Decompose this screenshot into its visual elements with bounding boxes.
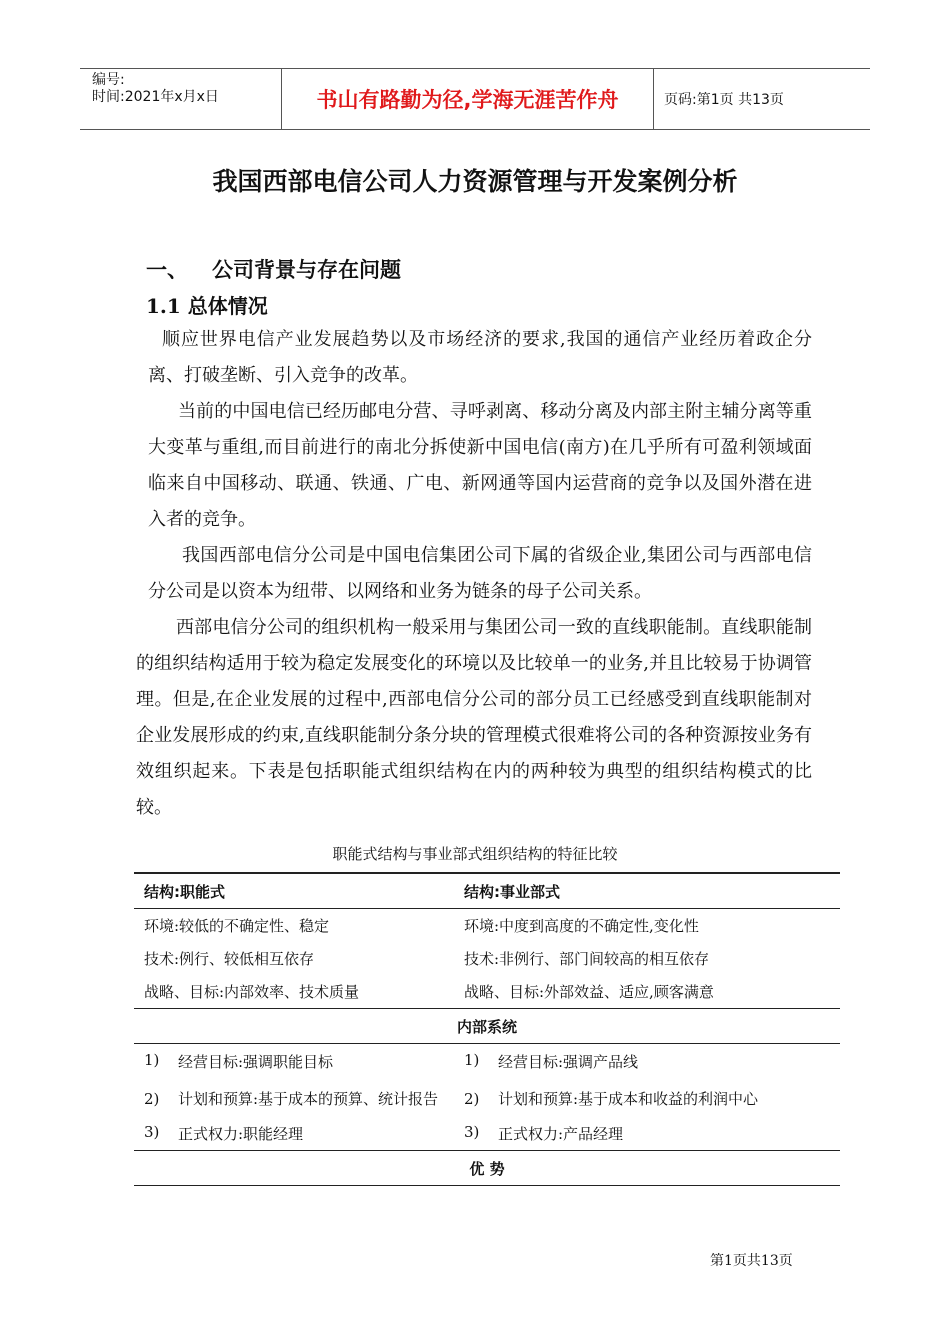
table-section-internal: 内部系统 bbox=[456, 1017, 517, 1036]
table-row bbox=[134, 1116, 840, 1150]
item-text: 计划和预算:基于成本和收益的利润中心 bbox=[498, 1090, 759, 1108]
paragraph: 顺应世界电信产业发展趋势以及市场经济的要求,我国的通信产业经历着政企分离、打破垄断、引入竞争的改革。 bbox=[148, 329, 812, 386]
item-text: 正式权力:产品经理 bbox=[498, 1124, 624, 1143]
item-number: 1) bbox=[144, 1050, 160, 1069]
header-page-label: 页码:第1页 共13页 bbox=[664, 92, 784, 108]
table-cell: 技术:例行、较低相互依存 bbox=[144, 950, 315, 968]
table-cell bbox=[454, 1082, 840, 1116]
table-caption: 职能式结构与事业部式组织结构的特征比较 bbox=[332, 845, 618, 863]
table-cell: 环境:较低的不确定性、稳定 bbox=[144, 917, 330, 935]
body-text bbox=[136, 322, 812, 826]
document-title: 我国西部电信公司人力资源管理与开发案例分析 bbox=[212, 167, 738, 196]
table-cell: 战略、目标:外部效益、适应,顾客满意 bbox=[464, 983, 714, 1001]
table-header-row bbox=[134, 874, 840, 908]
item-text: 经营目标:强调产品线 bbox=[498, 1052, 639, 1071]
table-cell: 技术:非例行、部门间较高的相互依存 bbox=[464, 950, 710, 968]
table-section-advantage: 优 势 bbox=[469, 1159, 505, 1178]
time-label: 时间:2021年x月x日 bbox=[92, 89, 219, 105]
subsection-heading-1-1: 1.1 总体情况 bbox=[146, 294, 268, 318]
table-row bbox=[134, 1078, 840, 1116]
table-row bbox=[134, 909, 840, 942]
header-meta bbox=[80, 69, 282, 129]
table-header-cell: 结构:职能式 bbox=[144, 882, 225, 901]
table-cell bbox=[134, 1123, 454, 1144]
item-text: 正式权力:职能经理 bbox=[178, 1124, 304, 1143]
table-cell bbox=[454, 1051, 840, 1072]
item-number: 2) bbox=[144, 1090, 160, 1108]
paragraph: 我国西部电信分公司是中国电信集团公司下属的省级企业,集团公司与西部电信分公司是以资本为纽带、以网络和业务为链条的母子公司关系。 bbox=[148, 545, 812, 602]
paragraph: 西部电信分公司的组织机构一般采用与集团公司一致的直线职能制。直线职能制的组织结构适用于较为稳定发展变化的环境以及比较单一的业务,并且比较易于协调管理。但是,在企业发展的过程中,西部电信分公司的部分员工已经感受到直线职能制对企业发展形成的约束,直线职能制分条分块的管理模式很难将公司的各种资源按业务有效组织起来。下表是包括职能式组织结构在内的两种较为典型的组织结构模式的比较。 bbox=[136, 617, 812, 818]
table-row bbox=[134, 1044, 840, 1078]
header-motto: 书山有路勤为径,学海无涯苦作舟 bbox=[282, 69, 654, 129]
item-number: 1) bbox=[464, 1050, 480, 1069]
page-footer: 第1页共13页 bbox=[710, 1253, 793, 1269]
item-number: 3) bbox=[464, 1122, 480, 1141]
item-text: 计划和预算:基于成本的预算、统计报告 bbox=[178, 1090, 439, 1108]
item-text: 经营目标:强调职能目标 bbox=[178, 1052, 334, 1071]
table-row bbox=[134, 942, 840, 975]
item-number: 3) bbox=[144, 1122, 160, 1141]
table-cell bbox=[134, 1082, 454, 1116]
comparison-table bbox=[134, 872, 840, 1186]
section-title: 公司背景与存在问题 bbox=[212, 257, 401, 282]
table-cell bbox=[134, 1051, 454, 1072]
page-header bbox=[80, 68, 870, 130]
table-cell: 战略、目标:内部效率、技术质量 bbox=[144, 983, 360, 1001]
section-heading-1 bbox=[146, 254, 401, 284]
table-header-cell: 结构:事业部式 bbox=[464, 882, 560, 901]
table-row bbox=[134, 975, 840, 1008]
number-label: 编号: bbox=[92, 72, 125, 88]
paragraph: 当前的中国电信已经历邮电分营、寻呼剥离、移动分离及内部主附主辅分离等重大变革与重组,而目前进行的南北分拆使新中国电信(南方)在几乎所有可盈利领域面临来自中国移动、联通、铁通、广电、新网通等国内运营商的竞争以及国外潜在进入者的竞争。 bbox=[148, 401, 812, 530]
item-number: 2) bbox=[464, 1090, 480, 1108]
table-cell: 环境:中度到高度的不确定性,变化性 bbox=[464, 917, 699, 935]
section-number: 一、 bbox=[146, 257, 188, 282]
table-cell bbox=[454, 1123, 840, 1144]
